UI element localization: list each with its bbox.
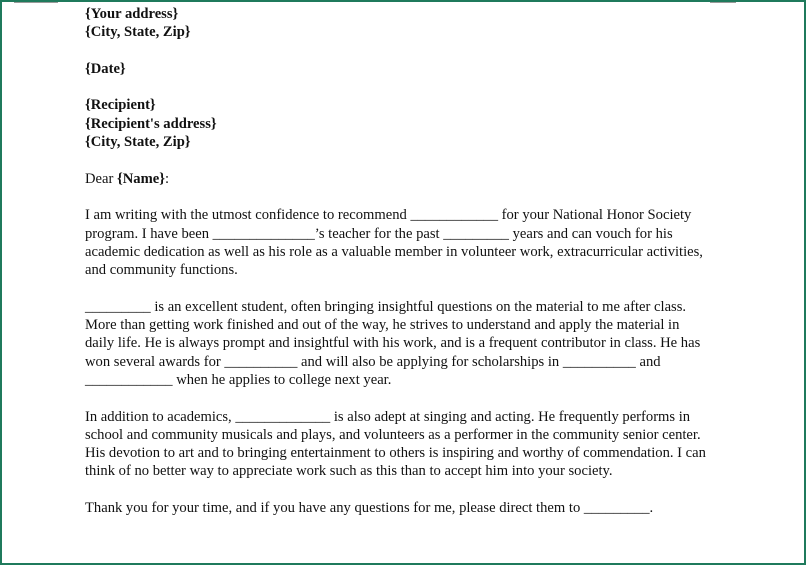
recipient-block	[85, 96, 711, 151]
salutation-name: {Name}	[117, 170, 165, 187]
sender-address-block	[85, 5, 711, 42]
paragraph-closing: Thank you for your time, and if you have any questions for me, please direct them to _________.	[85, 500, 654, 517]
recipient-address-line: {Recipient's address}	[85, 115, 217, 132]
top-rule-left	[14, 2, 58, 3]
letter-page	[85, 5, 711, 536]
recipient-name-line: {Recipient}	[85, 97, 156, 114]
salutation-prefix: Dear	[85, 170, 118, 187]
date-block	[85, 60, 711, 78]
paragraph-recommendation: I am writing with the utmost confidence to recommend ____________ for your National Honor Society program. I have been ______________’s teacher for the past _________ years and can vouch for his academic dedication as well as his role as a valuable member in volunteer work, extracurricular activities, and community functions.	[85, 207, 703, 279]
sender-city-line: {City, State, Zip}	[85, 24, 191, 41]
salutation-suffix: :	[165, 170, 170, 187]
sender-address-line: {Your address}	[85, 6, 179, 22]
top-rule-right	[710, 2, 736, 3]
paragraph-extracurricular: In addition to academics, _____________ is also adept at singing and acting. He frequently performs in school and community musicals and plays, and volunteers as a performer in the community senior center. His devotion to art and to bringing entertainment to others is inspiring and worthy of commendation. I can think of no better way to appreciate work such as this than to accept him into your society.	[85, 408, 706, 480]
paragraph-student-qualities: _________ is an excellent student, often bringing insightful questions on the material to me after class. More than getting work finished and out of the way, he strives to understand and apply the material in daily life. He is always prompt and insightful with his work, and is a frequent contributor in class. He has won several awards for __________ and will also be applying for scholarships in __________ and ____________ when he applies to college next year.	[85, 298, 701, 388]
recipient-city-line: {City, State, Zip}	[85, 134, 191, 151]
letter-date: {Date}	[85, 60, 126, 77]
salutation	[85, 170, 711, 188]
